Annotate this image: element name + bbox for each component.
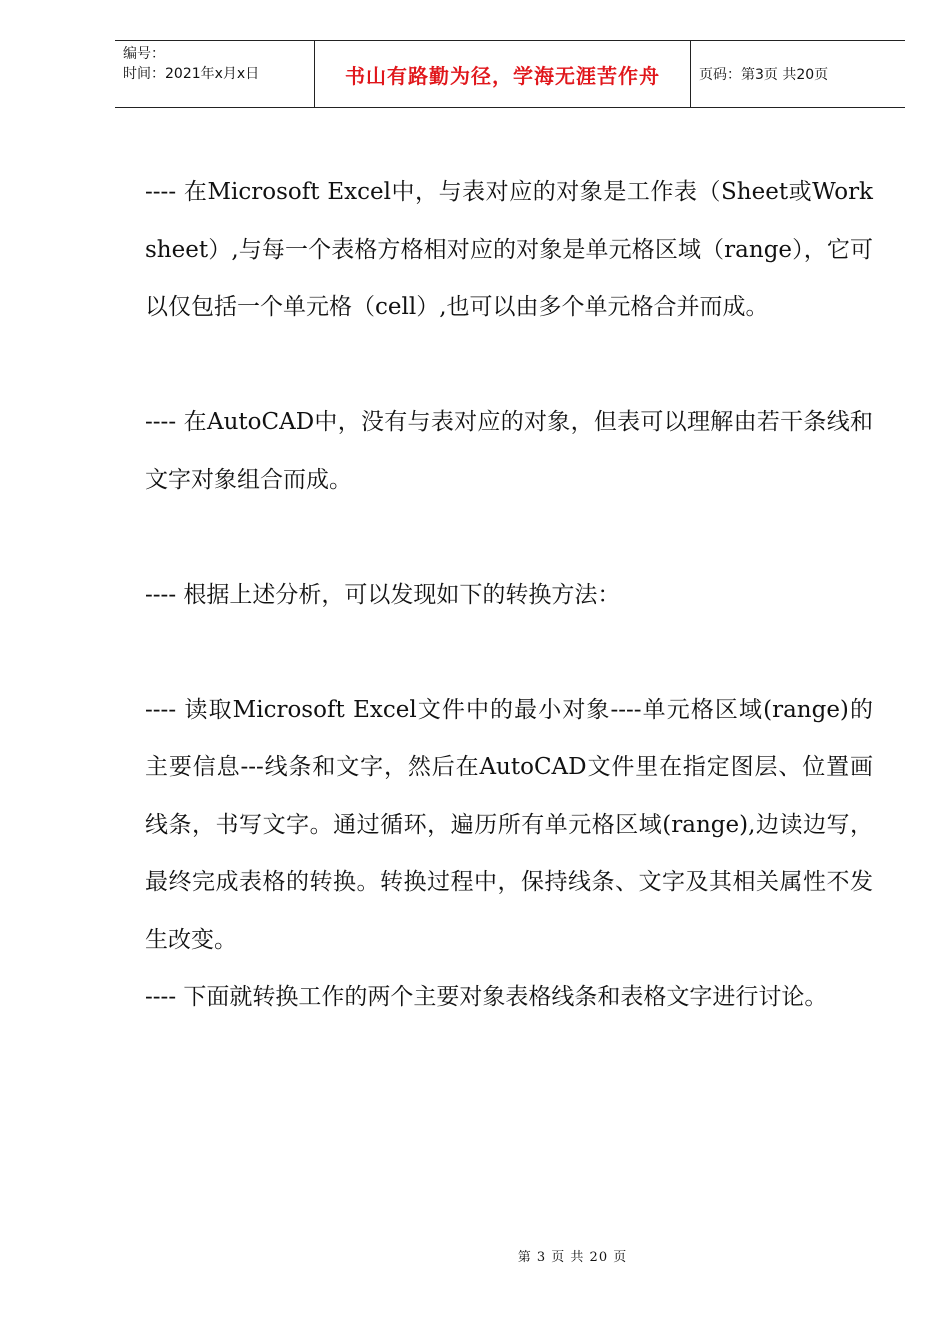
footer-page-number: 第 3 页 共 20 页 <box>517 1250 628 1265</box>
header-meta <box>115 41 315 107</box>
paragraph-analysis: ---- 根据上述分析，可以发现如下的转换方法： <box>145 581 621 608</box>
header-motto: 书山有路勤为径，学海无涯苦作舟 <box>315 41 691 107</box>
page-footer <box>0 1246 950 1265</box>
date-line: 时间：2021年x月x日 <box>123 66 260 82</box>
paragraph-autocad-objects: ---- 在AutoCAD中，没有与表对应的对象，但表可以理解由若干条线和文字对象组合而成。 <box>145 409 873 493</box>
serial-number-label: 编号： <box>123 46 165 62</box>
paragraph-discussion: ---- 下面就转换工作的两个主要对象表格线条和表格文字进行讨论。 <box>145 984 828 1010</box>
paragraph-excel-objects: ---- 在Microsoft Excel中，与表对应的对象是工作表（Sheet或Worksheet）,与每一个表格方格相对应的对象是单元格区域（range），它可以仅包括一个单元格（cell）,也可以由多个单元格合并而成。 <box>145 179 873 320</box>
page-header <box>115 40 905 108</box>
paragraph-conversion-method: ---- 读取Microsoft Excel文件中的最小对象----单元格区域(range)的主要信息---线条和文字，然后在AutoCAD文件里在指定图层、位置画线条，书写文字。通过循环，遍历所有单元格区域(range),边读边写，最终完成表格的转换。转换过程中，保持线条、文字及其相关属性不发生改变。 <box>145 696 873 953</box>
document-body <box>145 164 873 1084</box>
header-page-info: 页码：第3页 共20页 <box>699 67 829 83</box>
